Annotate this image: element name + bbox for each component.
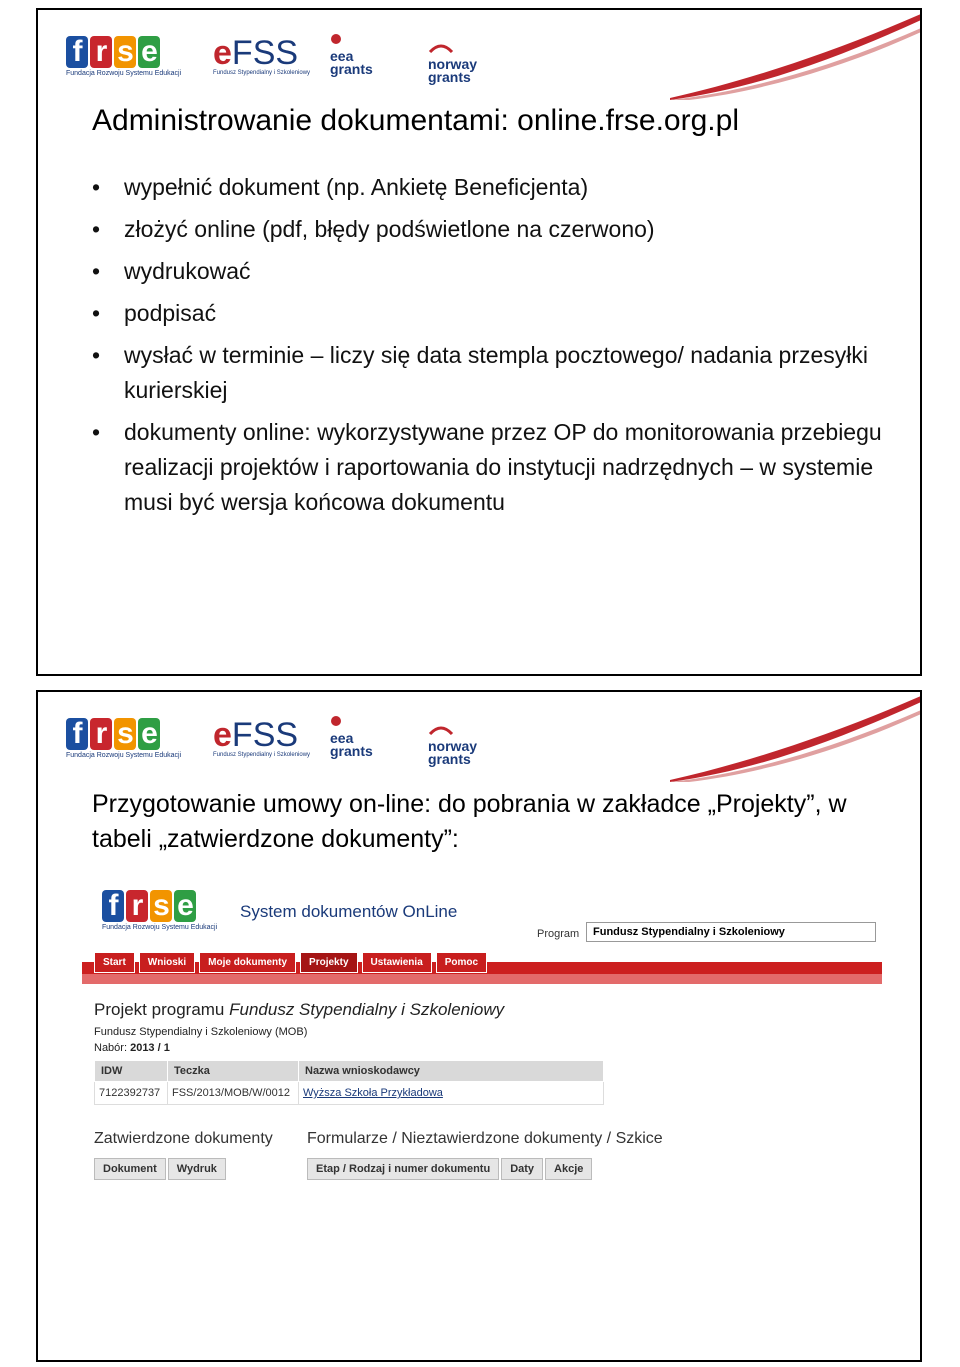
bullet-item: • dokumenty online: wykorzystywane przez OP do monitorowania przebiegu realizacji projektów i raportowania do instytucji nadrzędnych – w systemie musi być wersja końcowa dokumentu [92, 415, 892, 520]
project-heading: Projekt programu Fundusz Stypendialny i Szkoleniowy [94, 1000, 505, 1019]
nav-tab-start[interactable]: Start [94, 952, 135, 973]
bullet-list [92, 170, 892, 527]
norway-arc-icon [428, 725, 454, 735]
project-table [94, 1060, 604, 1105]
slide-title: Administrowanie dokumentami: online.frse.org.pl [92, 104, 739, 137]
slide-1 [36, 8, 922, 676]
eea-flag-icon [330, 715, 342, 727]
nav-tab-projekty[interactable]: Projekty [300, 952, 357, 973]
col-akcje[interactable]: Akcje [545, 1158, 592, 1180]
bullet-item: • wysłać w terminie – liczy się data stempla pocztowego/ nadania przesyłki kurierskiej [92, 338, 892, 408]
norway-arc-icon [428, 43, 454, 53]
embedded-app-screenshot [82, 882, 882, 1242]
program-label: Program [537, 928, 580, 940]
cell-teczka: FSS/2013/MOB/W/0012 [168, 1082, 299, 1105]
fss-subtitle: Fundusz Stypendialny i Szkoleniowy [213, 70, 311, 76]
frse-letter-e: e [138, 718, 160, 750]
col-idw: IDW [95, 1061, 168, 1082]
eea-flag-icon [330, 33, 342, 45]
frse-letter-r: r [90, 718, 112, 750]
app-title: System dokumentów OnLine [240, 902, 458, 921]
eea-grants-logo: eea grants [330, 32, 373, 80]
app-frse-logo: f r s e Fundacja Rozwoju Systemu Edukacji [102, 889, 218, 931]
logo-bar [38, 692, 920, 782]
frse-letter-r: r [90, 36, 112, 68]
forms-header [307, 1158, 592, 1180]
slide-2 [36, 690, 922, 1362]
fss-subtitle: Fundusz Stypendialny i Szkoleniowy [213, 752, 311, 758]
frse-letter-e: e [138, 36, 160, 68]
col-daty[interactable]: Daty [501, 1158, 543, 1180]
eea-grants-logo: eea grants [330, 714, 373, 762]
col-nazwa: Nazwa wnioskodawcy [299, 1061, 604, 1082]
bullet-item: • podpisać [92, 296, 892, 331]
slide-title: Przygotowanie umowy on-line: do pobrania w zakładce „Projekty”, w tabeli „zatwierdzone dokumenty”: [92, 790, 847, 853]
cell-idw: 7122392737 [95, 1082, 168, 1105]
frse-letter-f: f [66, 36, 88, 68]
col-teczka: Teczka [168, 1061, 299, 1082]
nav-tab-pomoc[interactable]: Pomoc [436, 952, 487, 973]
col-etap[interactable]: Etap / Rodzaj i numer dokumentu [307, 1158, 499, 1180]
col-wydruk[interactable]: Wydruk [168, 1158, 226, 1180]
norway-grants-logo: norway grants [428, 722, 477, 770]
frse-subtitle: Fundacja Rozwoju Systemu Edukacji [66, 752, 182, 759]
frse-logo [66, 36, 181, 84]
frse-subtitle: Fundacja Rozwoju Systemu Edukacji [66, 70, 182, 77]
frse-letter-s: s [114, 36, 136, 68]
fss-logo: eFSS Fundusz Stypendialny i Szkoleniowy [213, 34, 311, 76]
nav-tab-moje-dokumenty[interactable]: Moje dokumenty [199, 952, 296, 973]
table-row[interactable] [95, 1082, 604, 1105]
table-header-row [95, 1061, 604, 1082]
frse-logo [66, 718, 181, 766]
col-dokument[interactable]: Dokument [94, 1158, 166, 1180]
bullet-item: • wypełnić dokument (np. Ankietę Beneficjenta) [92, 170, 892, 205]
nav-tabs [94, 952, 487, 973]
bullet-item: • złożyć online (pdf, błędy podświetlone na czerwono) [92, 212, 892, 247]
nav-tab-wnioski[interactable]: Wnioski [139, 952, 195, 973]
cell-nazwa[interactable]: Wyższa Szkoła Przykładowa [299, 1082, 604, 1105]
red-swoosh-decoration [670, 692, 922, 782]
bullet-item: • wydrukować [92, 254, 892, 289]
nav-tab-ustawienia[interactable]: Ustawienia [362, 952, 432, 973]
app-header [82, 882, 882, 952]
forms-title: Formularze / Nieztawierdzone dokumenty / Szkice [307, 1130, 663, 1147]
approved-documents-title: Zatwierdzone dokumenty [94, 1130, 273, 1147]
frse-letter-s: s [114, 718, 136, 750]
program-line: Fundusz Stypendialny i Szkoleniowy (MOB) [94, 1026, 308, 1038]
program-select[interactable]: Fundusz Stypendialny i Szkoleniowy [586, 922, 876, 942]
fss-logo: eFSS Fundusz Stypendialny i Szkoleniowy [213, 716, 311, 758]
approved-documents-header [94, 1158, 226, 1180]
red-swoosh-decoration [670, 10, 922, 100]
frse-letter-f: f [66, 718, 88, 750]
nabor-line: Nabór: 2013 / 1 [94, 1042, 170, 1054]
norway-grants-logo: norway grants [428, 40, 477, 88]
logo-bar [38, 10, 920, 100]
